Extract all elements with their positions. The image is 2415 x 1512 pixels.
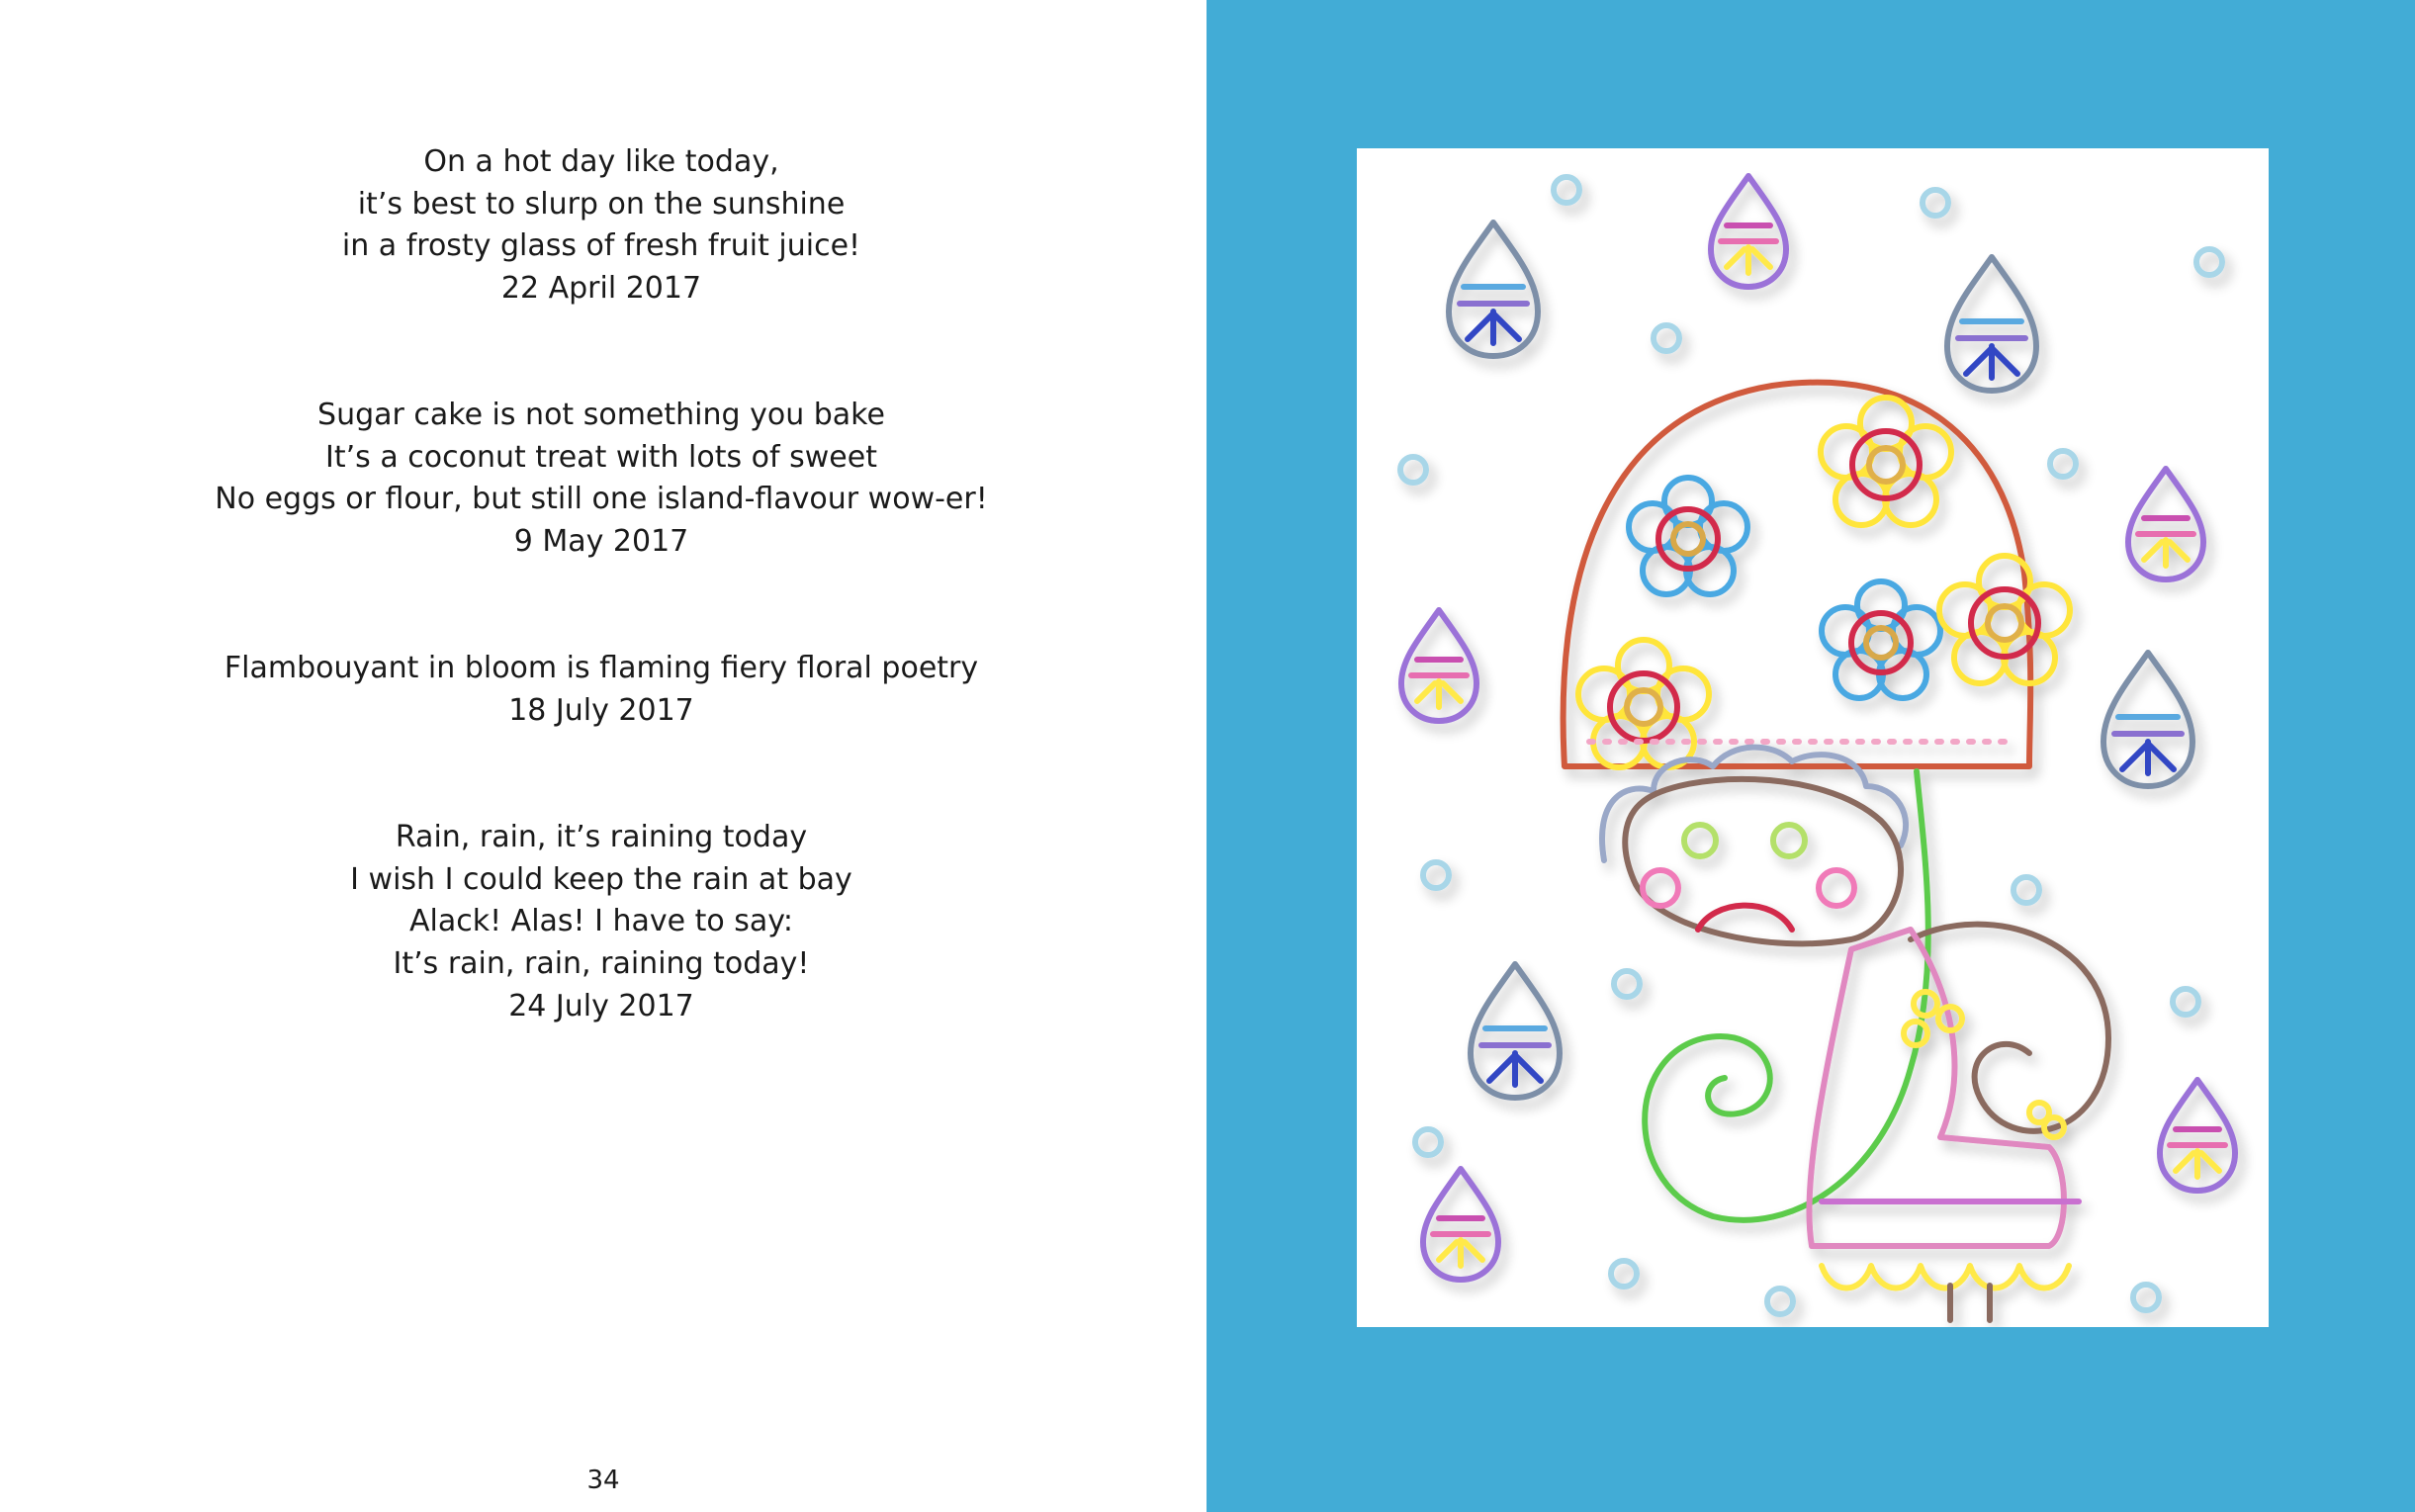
poem-hot-day xyxy=(0,141,1203,311)
illustration-drawing xyxy=(1357,148,2269,1327)
bubble xyxy=(1554,177,1579,203)
flower xyxy=(1578,640,1709,767)
poem-line: Sugar cake is not something you bake xyxy=(317,398,885,432)
bubble xyxy=(2050,451,2076,477)
poem-date: 18 July 2017 xyxy=(508,692,694,728)
poem-date: 22 April 2017 xyxy=(500,271,702,307)
raindrop-purple xyxy=(1423,1169,1498,1280)
poem-sugar-cake xyxy=(0,395,1203,564)
snail-eye-left xyxy=(1684,825,1716,856)
poem-line: Rain, rain, it’s raining today xyxy=(395,820,808,854)
snail-eye-right xyxy=(1773,825,1805,856)
bubble xyxy=(2013,877,2039,903)
raindrop-purple xyxy=(1711,176,1786,287)
snail-face xyxy=(1625,779,1901,943)
poem-line: Flambouyant in bloom is flaming fiery floral poetry xyxy=(224,651,979,685)
bubble xyxy=(2196,249,2222,275)
snail-cheek-right xyxy=(1819,870,1854,906)
raindrop-purple xyxy=(2128,469,2203,579)
flower xyxy=(1822,581,1940,698)
poem-date: 24 July 2017 xyxy=(508,988,694,1023)
illustration-rain-umbrella-snail xyxy=(1357,148,2269,1327)
umbrella-handle xyxy=(1645,771,1928,1220)
raindrop-purple xyxy=(1401,610,1476,721)
raindrop-purple xyxy=(2160,1080,2235,1191)
poem-line: No eggs or flour, but still one island-flavour wow-er! xyxy=(215,482,988,517)
raindrop-blue xyxy=(1471,964,1560,1098)
snail-cheek-left xyxy=(1643,870,1678,906)
poem-line: in a frosty glass of fresh fruit juice! xyxy=(341,228,861,264)
poem-line: I wish I could keep the rain at bay xyxy=(350,861,852,897)
bubble xyxy=(1923,190,1948,216)
left-page xyxy=(0,0,1207,1512)
right-page xyxy=(1207,0,2415,1512)
flower xyxy=(1821,398,1951,525)
bubble xyxy=(1423,862,1449,888)
poem-line: On a hot day like today, xyxy=(423,144,779,179)
poem-rain xyxy=(0,817,1203,1028)
poem-line: It’s a coconut treat with lots of sweet xyxy=(325,439,877,475)
bubble xyxy=(1611,1261,1637,1287)
poem-line: It’s rain, rain, raining today! xyxy=(393,946,810,982)
bubble xyxy=(1767,1289,1793,1314)
poem-date: 9 May 2017 xyxy=(513,524,689,560)
poem-line: it’s best to slurp on the sunshine xyxy=(357,186,846,222)
bubble xyxy=(1614,971,1640,997)
flower xyxy=(1629,478,1747,594)
bubble xyxy=(1654,325,1679,351)
bubble xyxy=(1400,457,1426,483)
poem-flambouyant xyxy=(0,648,1203,732)
umbrella-canopy xyxy=(1564,383,2031,766)
snail-skirt-scallops xyxy=(1822,1266,2069,1289)
bubble xyxy=(2133,1285,2159,1310)
bubble xyxy=(1415,1129,1441,1155)
raindrop-blue xyxy=(1947,257,2036,391)
raindrop-blue xyxy=(1449,222,1538,356)
snail-yellow-flowers xyxy=(1904,992,2064,1137)
flower xyxy=(1939,556,2070,683)
poem-line: Alack! Alas! I have to say: xyxy=(409,904,793,939)
raindrop-blue xyxy=(2103,653,2192,786)
snail-mouth xyxy=(1698,906,1792,930)
page-number: 34 xyxy=(586,1466,620,1495)
bubble xyxy=(2173,989,2198,1015)
